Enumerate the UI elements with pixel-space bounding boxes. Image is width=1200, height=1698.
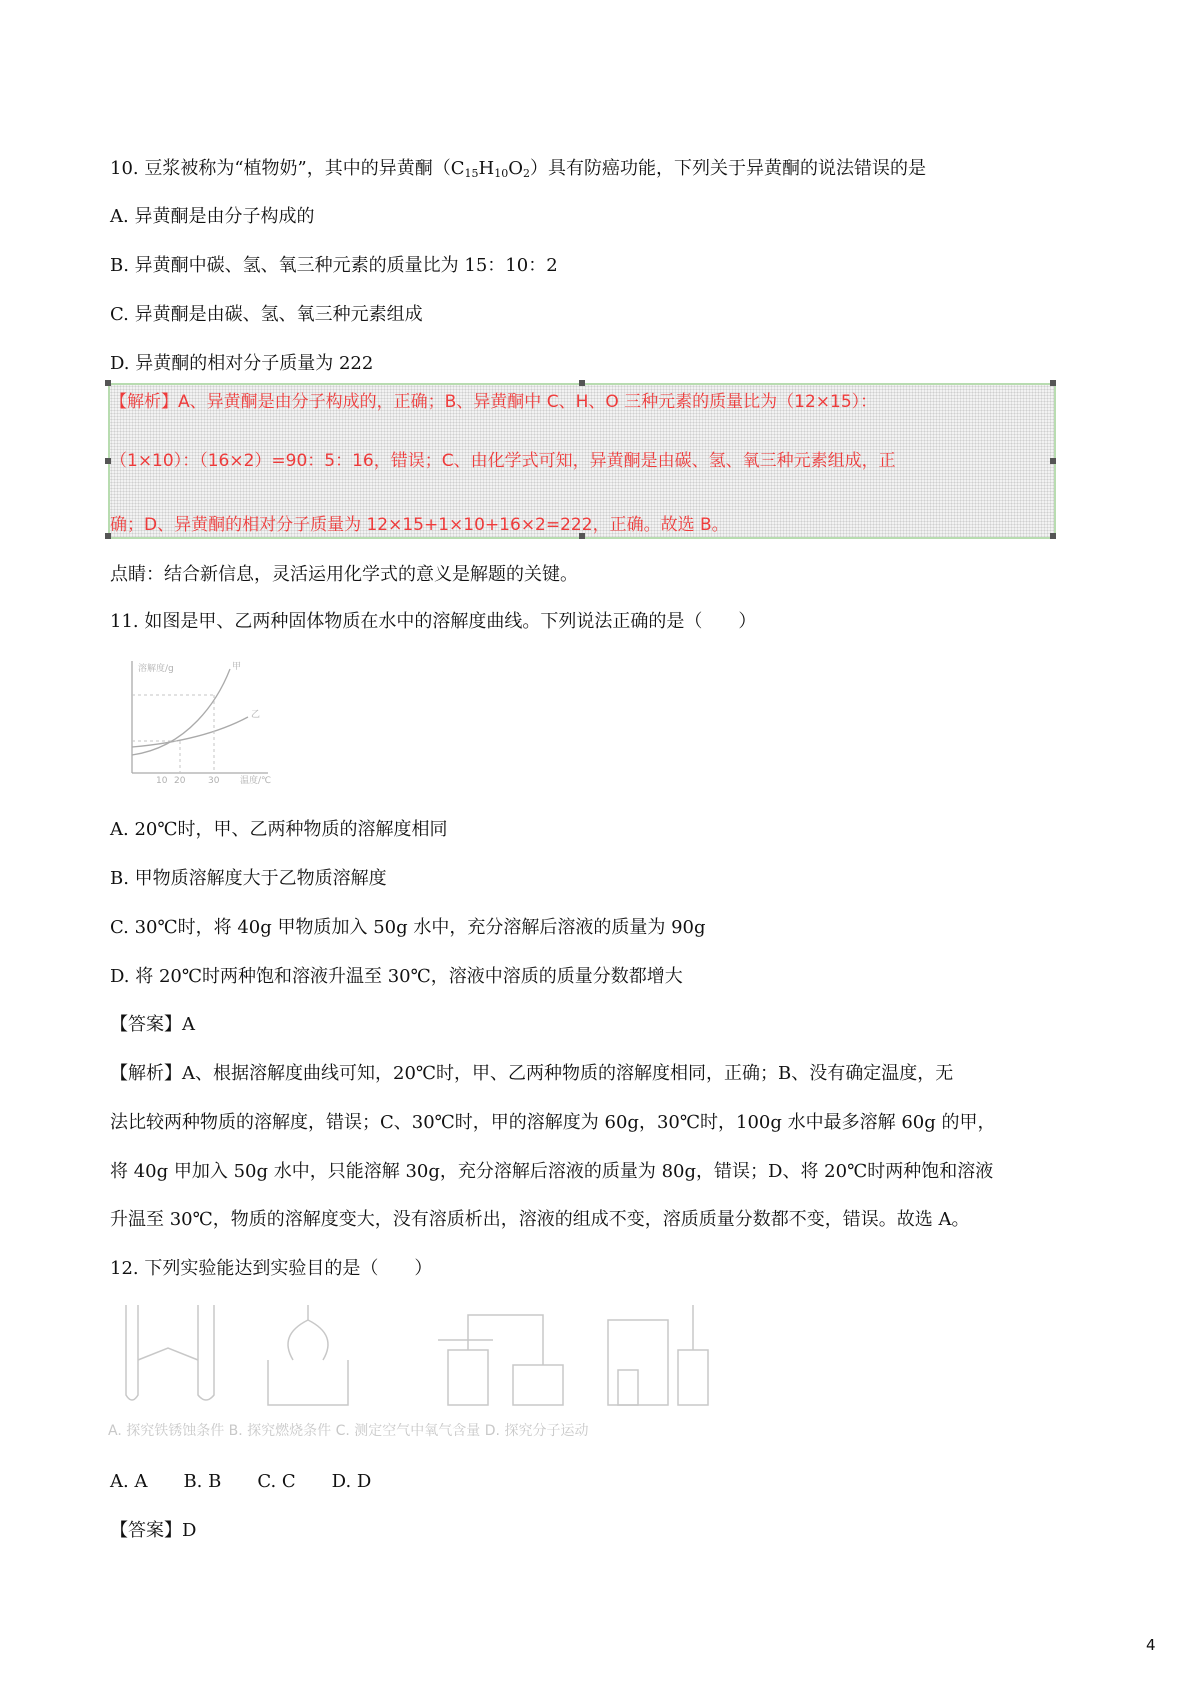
q10-option-b: B. 异黄酮中碳、氢、氧三种元素的质量比为 15：10：2 [110, 255, 558, 276]
q10-analysis-line: （1×10）：（16×2）=90：5：16，错误；C、由化学式可知，异黄酮是由碳、氢、氧三种元素组成，正 [110, 451, 896, 471]
q10-stem: 10. 豆浆被称为“植物奶”，其中的异黄酮$(C_{15}H_{10}O_2)$具有防癌功能，下列关于异黄酮的说法错误的是 [110, 158, 926, 180]
q11-analysis-line: 【解析】A、根据溶解度曲线可知，20℃时，甲、乙两种物质的溶解度相同，正确；B、没有确定温度，无 [110, 1063, 954, 1084]
resize-handle-mr[interactable] [1050, 458, 1056, 464]
q11-analysis-line: 将 40g 甲加入 50g 水中，只能溶解 30g，充分溶解后溶液的质量为 80g，错误；D、将 20℃时两种饱和溶液 [110, 1161, 994, 1182]
q11-option-a: A. 20℃时，甲、乙两种物质的溶解度相同 [110, 819, 448, 840]
q11-analysis-line: 升温至 30℃，物质的溶解度变大，没有溶质析出，溶液的组成不变，溶质质量分数都不变，错误。故选 A。 [110, 1209, 970, 1230]
figure-curve-a-label: 甲 [232, 662, 242, 672]
q11-option-d: D. 将 20℃时两种饱和溶液升温至 30℃，溶液中溶质的质量分数都增大 [110, 966, 683, 987]
figure-tick-label: 30 [208, 776, 220, 785]
experiment-apparatus-figure [118, 1300, 738, 1415]
q11-option-b: B. 甲物质溶解度大于乙物质溶解度 [110, 868, 387, 889]
q11-stem: 11. 如图是甲、乙两种固体物质在水中的溶解度曲线。下列说法正确的是（ ） [110, 611, 757, 632]
q12-figure-caption: A. 探究铁锈蚀条件 B. 探究燃烧条件 C. 测定空气中氧气含量 D. 探究分子运动 [108, 1423, 589, 1439]
q10-analysis-line: 【解析】A、异黄酮是由分子构成的，正确；B、异黄酮中 C、H、O 三种元素的质量比为（12×15）： [110, 392, 878, 412]
figure-curve-b-label: 乙 [251, 710, 261, 720]
figure-x-axis-label: 温度/℃ [240, 776, 272, 785]
resize-handle-br[interactable] [1050, 533, 1056, 539]
q10-option-a: A. 异黄酮是由分子构成的 [110, 206, 315, 227]
q10-option-c: C. 异黄酮是由碳、氢、氧三种元素组成 [110, 304, 423, 325]
figure-y-axis-label: 溶解度/g [138, 664, 174, 674]
resize-handle-tm[interactable] [579, 380, 585, 386]
figure-tick-label: 10 [156, 776, 168, 785]
resize-handle-tl[interactable] [105, 380, 111, 386]
solubility-curve-figure [118, 655, 278, 785]
q12-answer: 【答案】D [110, 1520, 197, 1541]
q10-comment: 点睛：结合新信息，灵活运用化学式的意义是解题的关键。 [110, 564, 578, 585]
resize-handle-tr[interactable] [1050, 380, 1056, 386]
q11-answer: 【答案】A [110, 1014, 195, 1035]
q11-option-c: C. 30℃时，将 40g 甲物质加入 50g 水中，充分溶解后溶液的质量为 90g [110, 917, 706, 938]
q12-choices: A. A B. B C. C D. D [110, 1471, 372, 1492]
page-number: 4 [1146, 1636, 1156, 1654]
q10-option-d: D. 异黄酮的相对分子质量为 222 [110, 353, 374, 374]
figure-tick-label: 20 [174, 776, 186, 785]
q10-analysis-line: 确；D、异黄酮的相对分子质量为 12×15+1×10+16×2=222，正确。故选 B。 [110, 515, 729, 535]
q12-stem: 12. 下列实验能达到实验目的是（ ） [110, 1258, 433, 1279]
q11-analysis-line: 法比较两种物质的溶解度，错误；C、30℃时，甲的溶解度为 60g，30℃时，100g 水中最多溶解 60g 的甲， [110, 1112, 996, 1133]
